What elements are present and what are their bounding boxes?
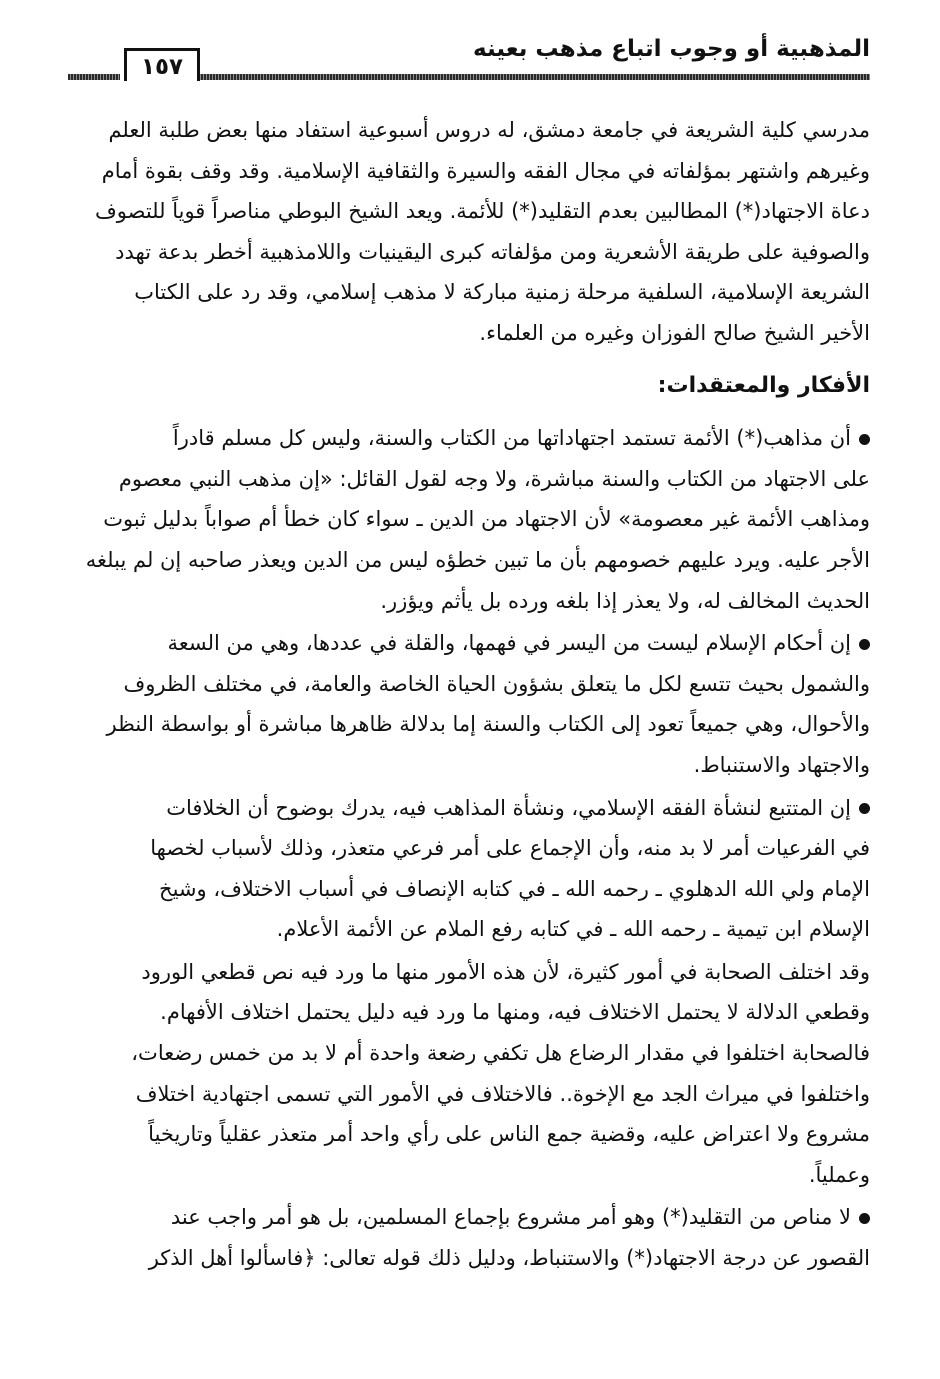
paragraph-line: مشروع ولا اعتراض عليه، وقضية جمع الناس على رأي واحد أمر متعذر عقلياً وتاريخياً — [148, 1122, 870, 1147]
header-rule-left — [68, 74, 120, 80]
paragraph-line: في الفرعيات أمر لا بد منه، وأن الإجماع على أمر فرعي متعذر، وذلك لأسباب لخصها — [150, 836, 870, 861]
paragraph-fiqh-origin — [68, 788, 870, 950]
paragraph-line: وقطعي الدلالة لا يحتمل الاختلاف فيه، ومنها ما ورد فيه دليل يحتمل اختلاف الأفهام. — [160, 1000, 870, 1025]
paragraph-line: ومذاهب الأئمة غير معصومة» لأن الاجتهاد من الدين ـ سواء كان خطأ أم صواباً بدليل ثبوت — [103, 507, 870, 532]
header-title: المذهبية أو وجوب اتباع مذهب بعينه — [473, 36, 870, 62]
intro-line: الأخير الشيخ صالح الفوزان وغيره من العلماء. — [479, 320, 870, 345]
intro-line: مدرسي كلية الشريعة في جامعة دمشق، له دروس أسبوعية استفاد منها بعض طلبة العلم — [108, 118, 870, 142]
paragraph-line: إن أحكام الإسلام ليست من اليسر في فهمها، والقلة في عددها، وهي من السعة — [68, 623, 870, 664]
paragraph-line: وقد اختلف الصحابة في أمور كثيرة، لأن هذه الأمور منها ما ورد فيه نص قطعي الورود — [141, 959, 870, 984]
page-number: ١٥٧ — [124, 48, 200, 81]
bullet-icon — [859, 434, 870, 445]
paragraph-line: لا مناص من التقليد(*) وهو أمر مشروع بإجماع المسلمين، بل هو أمر واجب عند — [68, 1197, 870, 1238]
paragraph-ahkam — [68, 623, 870, 785]
intro-paragraph — [68, 110, 870, 354]
paragraph-line: إن المتتبع لنشأة الفقه الإسلامي، ونشأة المذاهب فيه، يدرك بوضوح أن الخلافات — [68, 788, 870, 829]
bullet-icon — [859, 1213, 870, 1224]
paragraph-taqlid — [68, 1197, 870, 1278]
bullet-icon — [859, 803, 870, 814]
page-body — [68, 110, 870, 1279]
intro-line: وغيرهم واشتهر بمؤلفاته في مجال الفقه والسيرة والثقافية الإسلامية. وقد وقف بقوة أمام — [101, 158, 870, 183]
paragraph-line: والاجتهاد والاستنباط. — [693, 752, 870, 777]
paragraph-line: وعملياً. — [808, 1162, 870, 1187]
paragraph-line: والأحوال، وهي جميعاً تعود إلى الكتاب والسنة إما بدلالة ظاهرها مباشرة أو بواسطة النظر — [106, 712, 870, 737]
paragraph-line: واختلفوا في ميراث الجد مع الإخوة.. فالاختلاف في الأمور التي تسمى اجتهادية اختلاف — [135, 1081, 870, 1106]
paragraph-line: على الاجتهاد من الكتاب والسنة مباشرة، ولا وجه لقول القائل: «إن مذهب النبي معصوم — [118, 466, 870, 491]
paragraph-line: الأجر عليه. ويرد عليهم خصومهم بأن ما تبين خطؤه ليس من الدين ويعذر صاحبه إن لم يبلغه — [85, 547, 870, 572]
paragraph-line: فالصحابة اختلفوا في مقدار الرضاع هل تكفي رضعة واحدة أم لا بد من خمس رضعات، — [131, 1041, 870, 1066]
paragraph-sahaba — [68, 952, 870, 1196]
header-rule — [198, 74, 870, 80]
bullet-icon — [859, 639, 870, 650]
intro-line: دعاة الاجتهاد(*) المطالبين بعدم التقليد(*) للأئمة. ويعد الشيخ البوطي مناصراً قوياً للتصوف — [95, 199, 870, 224]
running-header — [68, 32, 870, 84]
paragraph-line: والشمول بحيث تتسع لكل ما يتعلق بشؤون الحياة الخاصة والعامة، في مختلف الظروف — [123, 671, 870, 696]
paragraph-line: الإمام ولي الله الدهلوي ـ رحمه الله ـ في كتابه الإنصاف في أسباب الاختلاف، وشيخ — [159, 876, 870, 901]
paragraph-line: القصور عن درجة الاجتهاد(*) والاستنباط، ودليل ذلك قوله تعالى: ﴿فاسألوا أهل الذكر — [148, 1246, 870, 1271]
paragraph-line: الإسلام ابن تيمية ـ رحمه الله ـ في كتابه رفع الملام عن الأئمة الأعلام. — [276, 917, 870, 942]
paragraph-line: أن مذاهب(*) الأئمة تستمد اجتهاداتها من الكتاب والسنة، وليس كل مسلم قادراً — [68, 418, 870, 459]
intro-line: الشريعة الإسلامية، السلفية مرحلة زمنية مباركة لا مذهب إسلامي، وقد رد على الكتاب — [134, 280, 870, 305]
paragraph-line: الحديث المخالف له، ولا يعذر إذا بلغه ورده بل يأثم ويؤزر. — [380, 588, 870, 613]
section-heading: الأفكار والمعتقدات: — [657, 372, 870, 398]
intro-line: والصوفية على طريقة الأشعرية ومن مؤلفاته كبرى اليقينيات واللامذهبية أخطر بدعة تهدد — [115, 239, 870, 264]
paragraph-madhahib — [68, 418, 870, 621]
